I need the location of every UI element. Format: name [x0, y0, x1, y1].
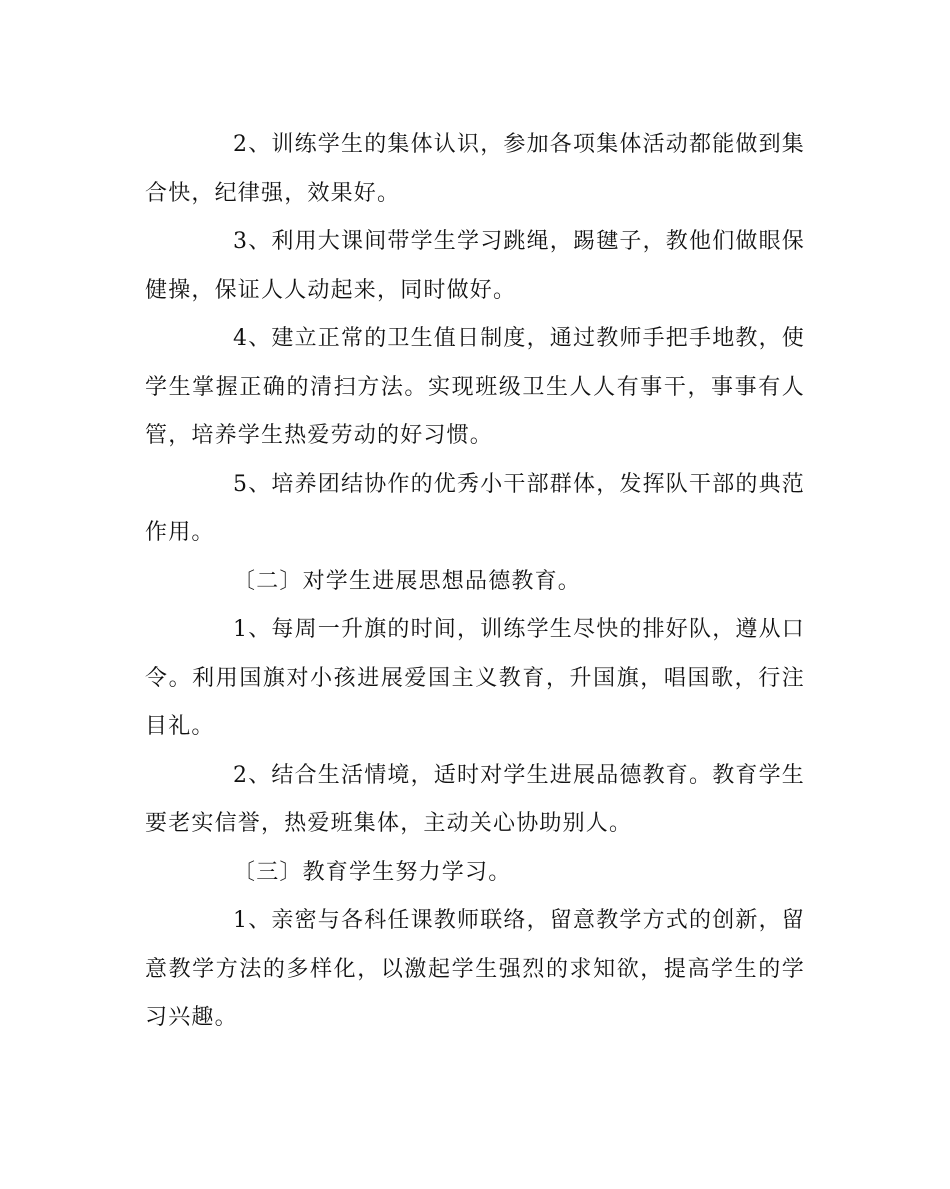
paragraph-item-1-teaching: 1、亲密与各科任课教师联络，留意教学方式的创新，留意教学方法的多样化，以激起学生强烈的求知欲，提高学生的学习兴趣。: [145, 908, 805, 1030]
paragraph-item-5-cadres: 5、培养团结协作的优秀小干部群体，发挥队干部的典范作用。: [145, 471, 805, 545]
paragraph-item-2-character: 2、结合生活情境，适时对学生进展品德教育。教育学生要老实信誉，热爱班集体，主动关心协助别人。: [145, 762, 805, 836]
document-body: [145, 121, 805, 1043]
paragraph-item-2-collective: 2、训练学生的集体认识，参加各项集体活动都能做到集合快，纪律强，效果好。: [145, 132, 805, 206]
paragraph-item-3-exercise: 3、利用大课间带学生学习跳绳，踢毽子，教他们做眼保健操，保证人人动起来，同时做好。: [145, 229, 805, 303]
section-heading-study: 〔三〕教育学生努力学习。: [233, 859, 512, 885]
paragraph-item-4-hygiene: 4、建立正常的卫生值日制度，通过教师手把手地教，使学生掌握正确的清扫方法。实现班级卫生人人有事干，事事有人管，培养学生热爱劳动的好习惯。: [145, 326, 805, 448]
section-heading-moral-education: 〔二〕对学生进展思想品德教育。: [233, 568, 582, 594]
paragraph-item-1-flag-raising: 1、每周一升旗的时间，训练学生尽快的排好队，遵从口令。利用国旗对小孩进展爱国主义教育，升国旗，唱国歌，行注目礼。: [145, 617, 805, 739]
